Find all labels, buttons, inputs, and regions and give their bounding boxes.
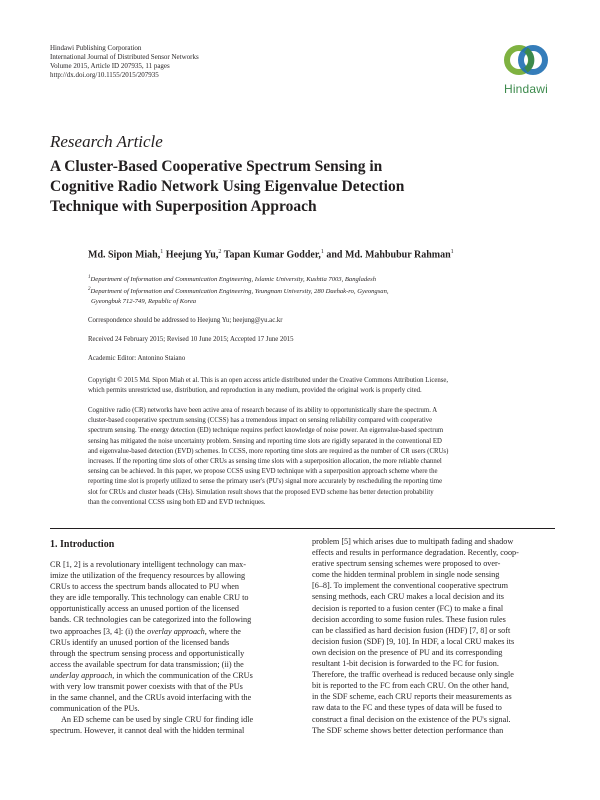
- body-line: CRUs identify an unused portion of the licensed bands: [50, 637, 230, 647]
- academic-editor: Academic Editor: Antonino Staiano: [88, 355, 186, 362]
- body-line: they are idle temporally. This technology can enable CRU to: [50, 593, 249, 603]
- affiliation-mark: 1: [320, 249, 324, 255]
- body-line: problem [5] which arises due to multipath fading and shadow: [312, 537, 514, 546]
- affiliation-2: [88, 285, 389, 297]
- body-column-right: [312, 536, 519, 736]
- title-line: Technique with Superposition Approach: [50, 198, 317, 215]
- body-line: [50, 670, 253, 681]
- body-line: access the available spectrum for data transmission; (ii) the: [50, 659, 244, 669]
- emphasis-term: underlay approach: [50, 670, 113, 680]
- affiliation-text: Department of Information and Communication Engineering, Islamic University, Kushtia 7003, Bangladesh: [90, 276, 377, 284]
- body-line: bands. CR technologies can be categorized into the following: [50, 615, 252, 625]
- body-column-left: [50, 559, 253, 737]
- body-line: CRUs to access the spectrum bands allocated to PU when: [50, 582, 239, 592]
- body-line: construct a final decision on the existence of the PU's signal.: [312, 714, 511, 724]
- body-line: Therefore, the traffic overhead is reduced because only single: [312, 670, 514, 680]
- author-name: Md. Sipon Miah,: [88, 249, 161, 261]
- affiliation-mark: 1: [450, 249, 454, 255]
- copyright-line: which permits unrestricted use, distribution, and reproduction in any medium, provided the original work is properly cited.: [88, 387, 422, 394]
- doi-link[interactable]: http://dx.doi.org/10.1155/2015/207935: [50, 71, 159, 79]
- body-line: with very low transmit power coexists with that of the PUs: [50, 682, 243, 692]
- publisher: Hindawi Publishing Corporation: [50, 44, 142, 52]
- hindawi-logo-icon: [501, 40, 551, 80]
- affiliation-1: [88, 273, 389, 285]
- section-divider: [50, 528, 555, 529]
- author-name: Tapan Kumar Godder,: [223, 249, 321, 261]
- emphasis-term: overlay approach: [147, 626, 205, 636]
- article-dates: Received 24 February 2015; Revised 10 June 2015; Accepted 17 June 2015: [88, 336, 294, 343]
- body-line: imize the utilization of the frequency resources by allowing: [50, 571, 246, 581]
- body-line: decision fusion (SDF) [9, 10]. In HDF, a local CRU makes its: [312, 636, 515, 646]
- article-type: Research Article: [50, 132, 163, 151]
- body-line: opportunistically access an unused portion of the licensed: [50, 604, 239, 614]
- author-name: Heejung Yu,: [165, 249, 219, 261]
- abstract-line: sensing has mitigated the noise uncertainty problem. Sensing and reporting time slots are rigidly separated in the conventional ED: [88, 437, 442, 445]
- body-line: bit is reported to the FC from each CRU. On the other hand,: [312, 681, 509, 691]
- body-line: resultant 1-bit decision is forwarded to the FC for fusion.: [312, 659, 499, 669]
- abstract-line: slot for CRUs and cluster heads (CHs). Simulation result shows that the proposed EVD scheme has better detection probability: [88, 488, 434, 496]
- abstract-line: cluster-based cooperative spectrum sensing (CCSS) has a tremendous impact on sensing reliability compared with cooperative: [88, 417, 433, 425]
- journal-name: International Journal of Distributed Sensor Networks: [50, 53, 199, 61]
- abstract-line: reporting time slot is properly utilized to sense the primary user's (PU's) signal more accurately by rescheduling the reporting time: [88, 478, 443, 486]
- body-line: raw data to the FC and these types of data will be fused to: [312, 703, 502, 713]
- title-line: Cognitive Radio Network Using Eigenvalue Detection: [50, 178, 405, 195]
- copyright-notice: [88, 376, 553, 396]
- affiliation-mark: 2: [88, 287, 91, 293]
- body-line: [50, 626, 253, 637]
- body-line: An ED scheme can be used by single CRU for finding idle: [61, 715, 254, 725]
- abstract-line: sensing can be achieved. In this paper, we propose CCSS using EVD technique with a superposition approach scheme where the: [88, 468, 438, 476]
- journal-header: [50, 44, 199, 80]
- body-line: come the hidden terminal problem in single node sensing: [312, 570, 500, 580]
- body-line: in the SDF scheme, each CRU reports their measurements as: [312, 692, 512, 702]
- abstract: [88, 406, 553, 508]
- affiliation-2-continued: Gyeongbuk 712-749, Republic of Korea: [91, 298, 197, 306]
- text-span: , where the: [204, 626, 241, 636]
- title-line: A Cluster-Based Cooperative Spectrum Sensing in: [50, 158, 383, 175]
- body-line: decision is reported to a fusion center (FC) to make a final: [312, 603, 504, 613]
- body-line: effects and results in performance degradation. Recently, coop-: [312, 548, 519, 558]
- affiliation-mark: 1: [88, 275, 91, 280]
- abstract-line: and eigenvalue-based detection (EVD) schemes. In CCSS, more reporting time slots are required as the number of CR users (CRUs): [88, 447, 449, 455]
- body-line: spectrum. However, it cannot deal with the hidden terminal: [50, 726, 245, 736]
- volume-info: Volume 2015, Article ID 207935, 11 pages: [50, 62, 170, 70]
- body-line: [6–8]. To implement the conventional cooperative spectrum: [312, 581, 508, 591]
- author-name: and Md. Mahbubur Rahman: [326, 249, 451, 261]
- body-line: CR [1, 2] is a revolutionary intelligent technology can max-: [50, 560, 246, 569]
- abstract-line: Cognitive radio (CR) networks have been active area of research because of its ability to opportunistically share the spectrum. A: [88, 407, 438, 414]
- body-line: sensing methods, each CRU makes a local decision and its: [312, 592, 504, 602]
- affiliation-mark: 1: [160, 249, 164, 255]
- body-line: can be classified as hard decision fusion (HDF) [7, 8] or soft: [312, 625, 511, 635]
- author-list: [88, 249, 454, 260]
- abstract-line: increases. If the reporting time slots of other CRUs as sensing time slots with a superposition allocation, the more reliable channel: [88, 458, 442, 466]
- abstract-line: than the conventional CCSS using both ED and EVD techniques.: [88, 498, 266, 506]
- correspondence: Correspondence should be addressed to Heejung Yu; heejung@yu.ac.kr: [88, 317, 283, 324]
- body-line: erative spectrum sensing schemes were proposed to over-: [312, 559, 501, 569]
- copyright-line: Copyright © 2015 Md. Sipon Miah et al. This is an open access article distributed under the Creative Commons Attribution License,: [88, 377, 449, 384]
- affiliations: [88, 273, 389, 307]
- paper-title: [50, 157, 520, 217]
- body-line: in the same channel, and the CRUs avoid interfacing with the: [50, 693, 252, 703]
- affiliation-mark: 2: [218, 249, 222, 255]
- body-line: The SDF scheme shows better detection performance than: [312, 725, 504, 735]
- body-line: through the spectrum sensing process and opportunistically: [50, 648, 245, 658]
- abstract-line: spectrum sensing. The energy detection (ED) technique requires perfect knowledge of noise power. An eigenvalue-based spectrum: [88, 427, 444, 435]
- text-span: , in which the communication of the CRUs: [112, 670, 253, 680]
- body-line: communication of the PUs.: [50, 704, 140, 714]
- body-line: decision according to some fusion rules. These fusion rules: [312, 614, 506, 624]
- logo-wordmark: Hindawi: [503, 82, 549, 96]
- affiliation-text: Department of Information and Communication Engineering, Yeungnam University, 280 Daehak-ro, Gyeongsan,: [90, 288, 389, 296]
- body-line: own decision on the presence of PU and its corresponding: [312, 647, 503, 657]
- section-heading: 1. Introduction: [50, 539, 115, 550]
- hindawi-logo: [498, 40, 554, 96]
- text-span: two approaches [3, 4]: (i) the: [50, 626, 148, 636]
